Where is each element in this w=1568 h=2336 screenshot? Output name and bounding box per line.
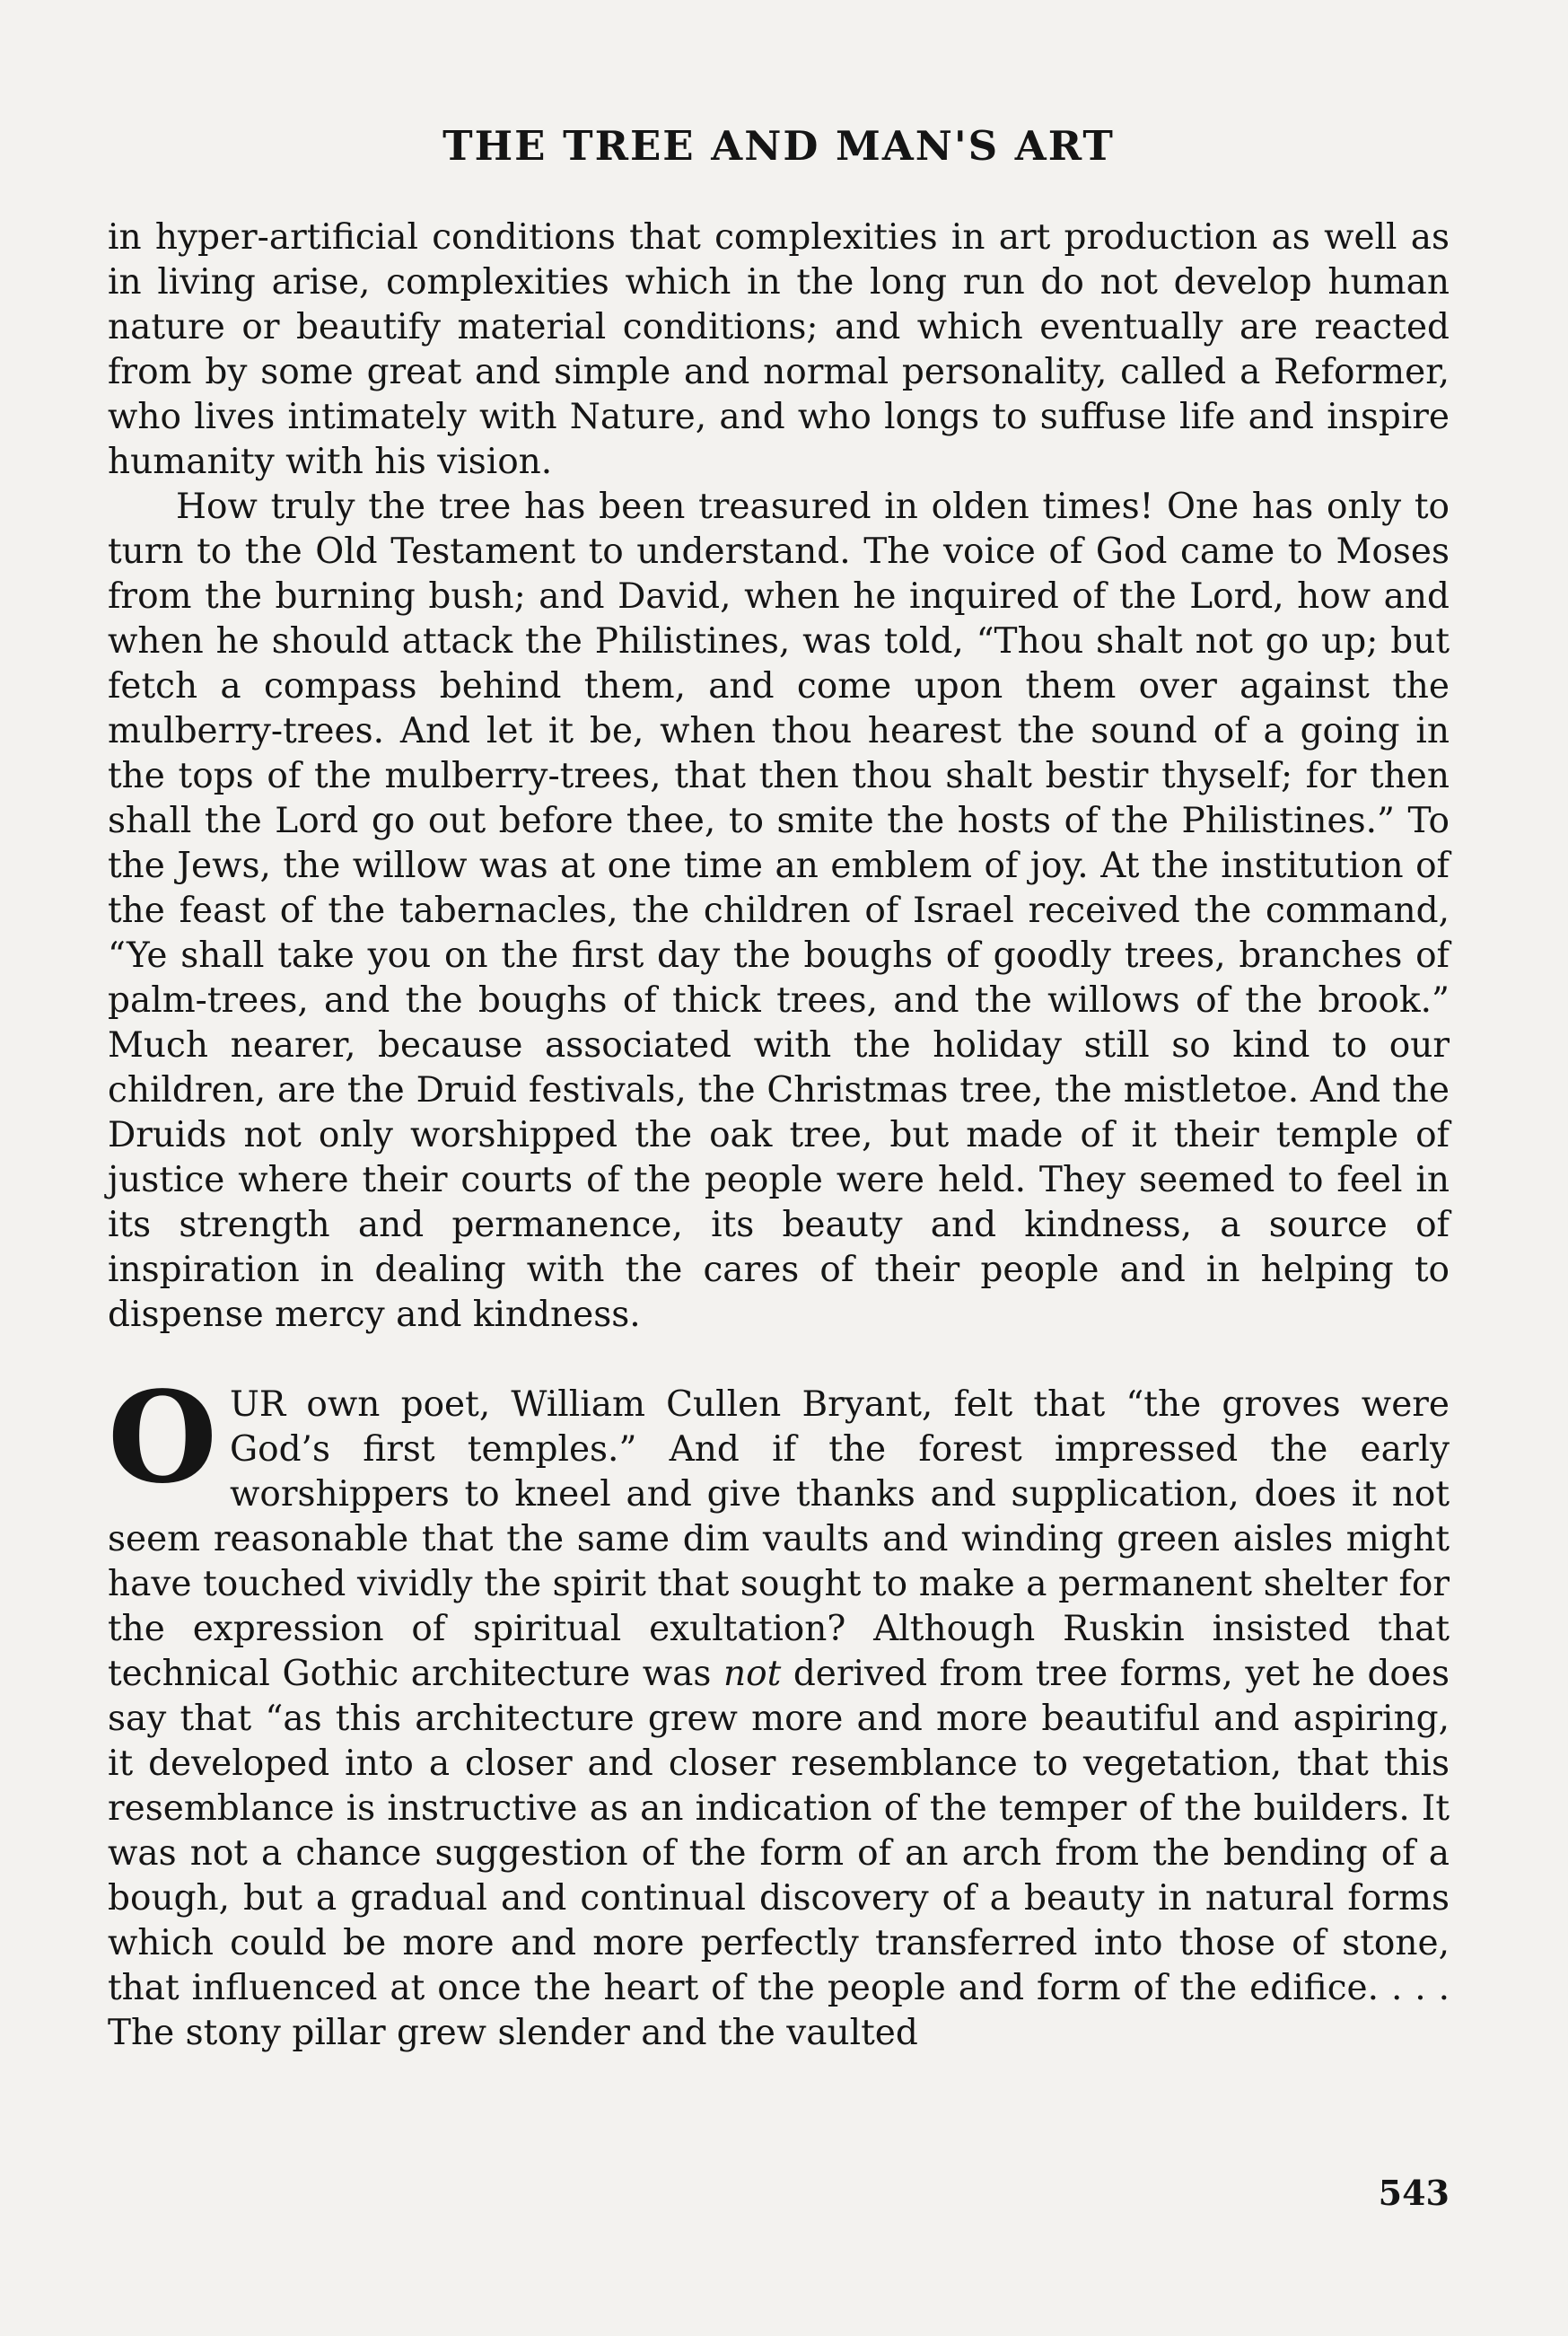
paragraph-bryant <box>108 1365 1450 2056</box>
paragraph-bryant-part2: derived from tree forms, yet he does say that “as this architecture grew more and more beautiful and aspiring, it developed into a closer and closer resemblance to vegetation, that this resemblance is instructive as an indication of the temper of the builders. It was not a chance suggestion of the form of an arch from the bending of a bough, but a gradual and continual discovery of a beauty in natural forms which could be more and more perfectly transferred into those of stone, that influenced at once the heart of the people and form of the edifice. . . . The stony pillar grew slender and the vaulted <box>108 1654 1450 2053</box>
paragraph-continuation: in hyper-artificial conditions that complexities in art production as well as in living arise, complexities which in the long run do not develop human nature or beautify material conditions; and which eventually are reacted from by some great and simple and normal personality, called a Reformer, who lives intimately with Nature, and who longs to suffuse life and inspire humanity with his vision. <box>108 217 1450 482</box>
running-head: THE TREE AND MAN'S ART <box>442 122 1115 170</box>
drop-cap: O <box>108 1365 217 1512</box>
paragraph-old-testament: How truly the tree has been treasured in olden times! One has only to turn to the Old Testament to understand. The voice of God came to Moses from the burning bush; and David, when he inquired of the Lord, how and when he should attack the Philistines, was told, “Thou shalt not go up; but fetch a compass behind them, and come upon them over against the mulberry-trees. And let it be, when thou hearest the sound of a going in the tops of the mulberry-trees, that then thou shalt bestir thyself; for then shall the Lord go out before thee, to smite the hosts of the Philistines.” To the Jews, the willow was at one time an emblem of joy. At the institution of the feast of the tabernacles, the children of Israel received the command, “Ye shall take you on the first day the boughs of goodly trees, branches of palm-trees, and the boughs of thick trees, and the willows of the brook.” Much nearer, because associated with the holiday still so kind to our children, are the Druid festivals, the Christmas tree, the mistletoe. And the Druids not only worshipped the oak tree, but made of it their temple of justice where their courts of the people were held. They seemed to feel in its strength and permanence, its beauty and kindness, a source of inspiration in dealing with the cares of their people and in helping to dispense mercy and kindness. <box>108 487 1450 1335</box>
page-number: 543 <box>1378 2173 1450 2213</box>
book-page <box>108 0 1450 2336</box>
paragraph-bryant-part1: UR own poet, William Cullen Bryant, felt that “the groves were God’s first temples.” And if the forest impressed the early worshippers to kneel and give thanks and supplication, does it not seem reasonable that the same dim vaults and winding green aisles might have touched vividly the spirit that sought to make a permanent shelter for the expression of spiritual exultation? Although Ruskin insisted that technical Gothic architecture was <box>108 1384 1450 1694</box>
body-text <box>108 215 1450 2056</box>
emphasis-not: not <box>723 1654 782 1694</box>
